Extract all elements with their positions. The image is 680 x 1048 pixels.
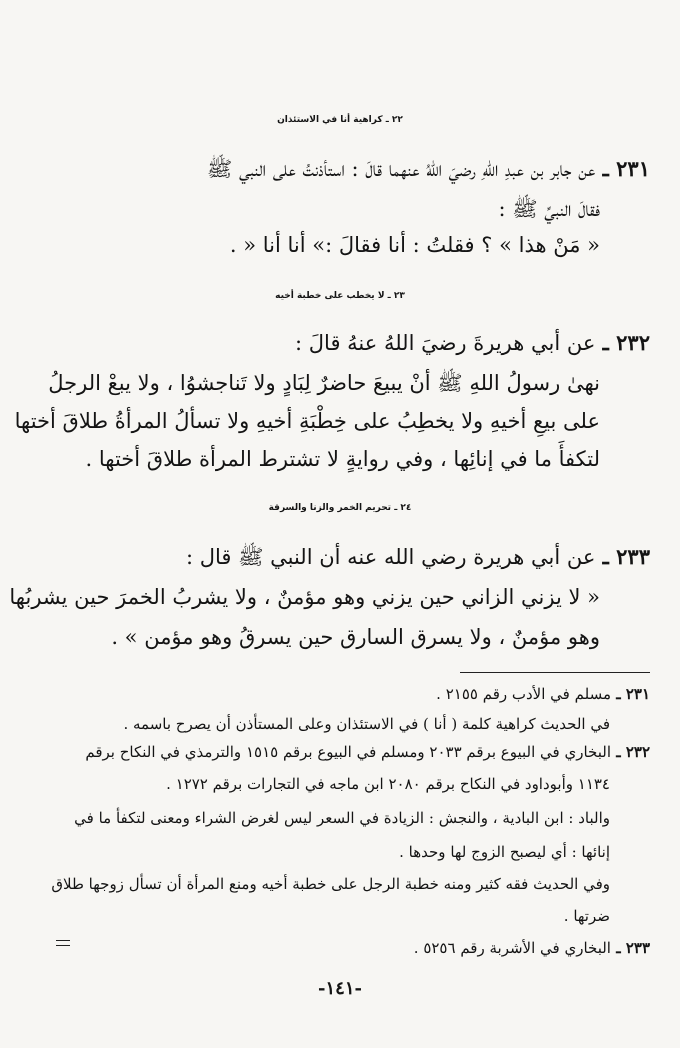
footnote-separator	[460, 672, 650, 673]
footnote-232-line-2: ١١٣٤ وأبوداود في النكاح برقم ٢٠٨٠ ابن ماجه في التجارات برقم ١٢٧٢ .	[166, 775, 610, 793]
footnote-number: ٢٣١	[625, 685, 650, 703]
footnote-233	[414, 936, 650, 960]
hadith-number: ٢٣٣	[616, 544, 650, 569]
footnote-number: ٢٣٢	[625, 743, 650, 761]
chapter-number: ٢٣	[393, 291, 405, 301]
dash: ـ	[610, 939, 626, 957]
dash: ـ	[595, 156, 617, 181]
hadith-text: عن أبي هريرة رضي الله عنه أن النبي ﷺ قال :	[185, 545, 596, 569]
footnote-text: مسلم في الأدب رقم ٢١٥٥ .	[436, 685, 611, 703]
hadith-232-line-1	[295, 326, 650, 360]
footnote-232	[85, 740, 650, 764]
chapter-heading-23	[0, 276, 680, 316]
hadith-233-line-1	[186, 540, 650, 574]
chapter-number: ٢٤	[400, 503, 412, 513]
dash: ـ	[391, 503, 401, 513]
footnote-232-line-5: وفي الحديث فقه كثير ومنه خطبة الرجل على خطبة أخيه ومنع المرأة أن تسأل زوجها طلاق	[51, 875, 610, 893]
dash: ـ	[595, 544, 617, 569]
hadith-233-line-2: « لا يزني الزاني حين يزني وهو مؤمنٌ ، ولا يشربُ الخمرَ حين يشربُها	[9, 585, 600, 609]
hadith-231-line-1	[207, 152, 650, 186]
hadith-232-line-2: نهىٰ رسولُ اللهِ ﷺ أنْ يبيعَ حاضرٌ لِبَادٍ ولا تَناجشوُا ، ولا يبعْ الرجلُ	[48, 371, 600, 395]
chapter-title: كراهية أنا في الاستئذان	[277, 115, 383, 125]
footnote-text: البخاري في الأشربة رقم ٥٢٥٦ .	[413, 939, 611, 957]
footnote-232-line-6: ضرتها .	[563, 907, 610, 925]
hadith-232-line-4: لتكفأَ ما في إنائِها ، وفي روايةٍ لا تشترط المرأة طلاقَ أختها .	[85, 447, 600, 471]
footnote-232-line-3: والباد : ابن البادية ، والنجش : الزيادة في السعر ليس لغرض الشراء ومعنى لتكفأ ما في	[74, 809, 610, 827]
footnote-232-line-4: إنائها : أي ليصبح الزوج لها وحدها .	[399, 843, 610, 861]
footnote-231	[436, 682, 650, 706]
footnote-text: البخاري في البيوع برقم ٢٠٣٣ ومسلم في البيوع برقم ١٥١٥ والترمذي في النكاح برقم	[85, 743, 611, 761]
hadith-232-line-3: على بيعِ أخيهِ ولا يخطِبُ على خِطْبَةِ أخيهِ ولا تسألُ المرأةُ طلاقَ أختها	[14, 409, 600, 433]
dash: ـ	[610, 743, 626, 761]
footnote-number: ٢٣٣	[625, 939, 650, 957]
hadith-231-line-3: « مَنْ هذا » ؟ فقلتُ : أنا فقالَ :» أنا أنا « .	[229, 233, 600, 257]
hadith-231-line-2: فقالَ النبيِّ ﷺ :	[498, 197, 600, 221]
hadith-text: عن جابر بن عبدِ اللهِ رضيَ اللهُ عنهما قالَ : استأذنتُ على النبي ﷺ	[206, 157, 596, 181]
chapter-title: تحريم الخمر والزنا والسرقة	[268, 503, 392, 513]
chapter-heading-22	[0, 100, 680, 140]
footnote-231-line-2: في الحديث كراهية كلمة ( أنا ) في الاستئذان وعلى المستأذن أن يصرح باسمه .	[123, 715, 610, 733]
dash: ـ	[382, 115, 392, 125]
chapter-title: لا يخطب على خطبة أخيه	[275, 291, 385, 301]
hadith-number: ٢٣٢	[616, 330, 650, 355]
chapter-number: ٢٢	[391, 115, 403, 125]
hadith-text: عن أبي هريرةَ رضيَ اللهُ عنهُ قالَ :	[295, 331, 596, 355]
dash: ـ	[610, 685, 626, 703]
dash: ـ	[595, 330, 617, 355]
margin-mark	[56, 940, 70, 950]
hadith-number: ٢٣١	[616, 156, 650, 181]
page-number: -١٤١-	[318, 978, 362, 999]
hadith-233-line-3: وهو مؤمنٌ ، ولا يسرق السارق حين يسرقُ وهو مؤمن » .	[111, 625, 600, 649]
dash: ـ	[384, 291, 394, 301]
chapter-heading-24	[0, 488, 680, 528]
